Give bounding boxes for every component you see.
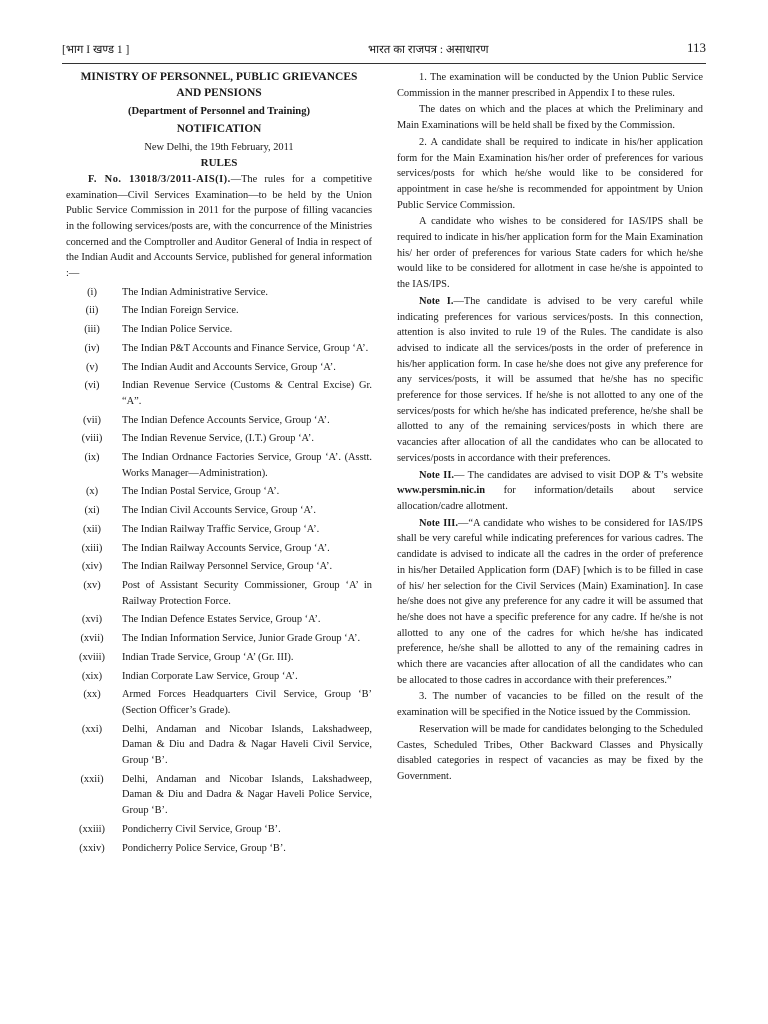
department-name: (Department of Personnel and Training) [127, 106, 311, 117]
service-name: The Indian Foreign Service. [122, 305, 239, 317]
rule-2-paragraph: 2. A candidate shall be required to indicate in his/her application form for the Main Examination his/her order of preferences for various services/posts for which he/she would like to be considered for appointment in case he/she is recommended for appointment by Union Public Service Commission. [397, 136, 703, 211]
service-item [66, 341, 372, 357]
service-item [66, 612, 372, 628]
service-number: (i) [87, 286, 97, 298]
service-number: (xxii) [80, 773, 104, 785]
ministry-title-line2: AND PENSIONS [176, 86, 262, 99]
service-item [66, 559, 372, 575]
note-3-text: —“A candidate who wishes to be considered for IAS/IPS shall be very careful while indicating preferences for various cadres. The candidate is advised to indicate all the cadres in the order of preference in his/her Detailed Application form (DAF) [which is to be filled in case of his/ her selection for the Civil Services (Main) Examination]. In case he/she does not give any preference for any cadre it will be assumed that he/she does not have a specific preference for any cadre. If he/she is not allotted to any one of the cadres for which he/she has indicated preference, he/she shall be allotted to any of the remaining cadres in which there are vacancies after allocation of all the candidates who can be allocated to those cadres in accordance with their preferences.” [397, 517, 703, 686]
note-2 [397, 468, 703, 515]
service-name: Armed Forces Headquarters Civil Service, Group ‘B’ (Section Officer’s Grade). [122, 689, 372, 716]
notification-heading: NOTIFICATION [176, 122, 262, 135]
service-number: (xxiv) [79, 842, 105, 854]
ministry-title-line1: MINISTRY OF PERSONNEL, PUBLIC GRIEVANCES [80, 71, 358, 83]
service-name: The Indian Defence Accounts Service, Group ‘A’. [122, 414, 330, 426]
rule-3-paragraph: 3. The number of vacancies to be filled on the result of the examination will be specified in the Notice issued by the Commission. [397, 691, 703, 719]
service-number: (xxi) [81, 723, 103, 735]
website-link[interactable]: www.persmin.nic.in [397, 485, 486, 497]
service-number: (xvi) [81, 614, 103, 626]
service-name: Delhi, Andaman and Nicobar Islands, Lakshadweep, Daman & Diu and Dadra & Nagar Haveli Police Service, Group ‘B’. [122, 773, 372, 817]
service-number: (x) [85, 486, 99, 498]
header-part-section: [भाग I खण्ड 1 ] [62, 44, 130, 56]
service-name: The Indian P&T Accounts and Finance Service, Group ‘A’. [122, 342, 369, 354]
service-item [66, 578, 372, 609]
note-1 [397, 294, 703, 467]
service-number: (v) [85, 361, 99, 373]
service-number: (viii) [81, 433, 103, 445]
service-item [66, 772, 372, 819]
service-name: Delhi, Andaman and Nicobar Islands, Lakshadweep, Daman & Diu and Dadra & Nagar Haveli Civil Service, Group ‘B’. [122, 723, 372, 767]
note-1-label: Note I. [419, 295, 454, 307]
service-number: (xviii) [79, 651, 105, 663]
page-number: 113 [686, 40, 706, 55]
service-number: (ii) [85, 305, 99, 317]
service-number: (ix) [84, 452, 100, 464]
rule-1-paragraph: 1. The examination will be conducted by the Union Public Service Commission in the manner prescribed in Appendix I to these rules. [397, 72, 703, 99]
service-number: (vi) [84, 380, 100, 392]
service-item [66, 450, 372, 481]
service-item [66, 431, 372, 447]
note-2-label: Note II. [419, 469, 454, 481]
service-item [66, 484, 372, 500]
note-3 [397, 516, 703, 689]
service-number: (xii) [83, 523, 101, 535]
rules-heading: RULES [200, 157, 238, 170]
service-name: The Indian Railway Accounts Service, Group ‘A’. [122, 542, 330, 554]
service-number: (xvii) [80, 633, 104, 645]
service-name: The Indian Police Service. [122, 324, 233, 336]
note-2-text-pre: — The candidates are advised to visit DOP & T’s website [453, 469, 703, 481]
page-header [62, 40, 706, 60]
intro-paragraph [66, 172, 372, 282]
service-name: The Indian Railway Traffic Service, Group ‘A’. [122, 523, 320, 535]
service-name: The Indian Information Service, Junior Grade Group ‘A’. [122, 633, 361, 645]
service-number: (xiv) [81, 561, 103, 573]
service-name: Pondicherry Police Service, Group ‘B’. [122, 842, 286, 854]
service-name: The Indian Administrative Service. [122, 286, 269, 298]
right-column [397, 70, 703, 786]
service-item [66, 522, 372, 538]
service-number: (xix) [81, 670, 103, 682]
notification-date: New Delhi, the 19th February, 2011 [144, 142, 294, 154]
service-item [66, 503, 372, 519]
service-name: The Indian Railway Personnel Service, Group ‘A’. [122, 561, 333, 573]
service-name: The Indian Audit and Accounts Service, Group ‘A’. [122, 361, 336, 373]
service-name: Post of Assistant Security Commissioner, Group ‘A’ in Railway Protection Force. [122, 579, 372, 607]
header-gazette-title: भारत का राजपत्र : असाधारण [368, 44, 489, 56]
service-number: (vii) [83, 414, 101, 426]
service-name: The Indian Revenue Service, (I.T.) Group ‘A’. [122, 433, 314, 445]
service-number: (iv) [84, 342, 100, 354]
service-name: The Indian Postal Service, Group ‘A’. [122, 486, 280, 498]
service-number: (xiii) [81, 542, 103, 554]
service-name: The Indian Ordnance Factories Service, Group ‘A’. (Asstt. Works Manager—Administration). [122, 452, 372, 479]
service-name: The Indian Civil Accounts Service, Group ‘A’. [122, 505, 316, 517]
service-number: (xi) [84, 505, 100, 517]
service-item [66, 378, 372, 409]
service-item [66, 322, 372, 338]
service-name: Pondicherry Civil Service, Group ‘B’. [122, 823, 281, 835]
service-number: (xxiii) [79, 823, 105, 835]
note-3-label: Note III. [419, 517, 458, 529]
service-item [66, 650, 372, 666]
service-number: (iii) [84, 324, 100, 336]
service-number: (xv) [83, 579, 101, 591]
service-item [66, 822, 372, 838]
service-item [66, 541, 372, 557]
service-name: The Indian Defence Estates Service, Group ‘A’. [122, 614, 321, 626]
reservation-paragraph: Reservation will be made for candidates belonging to the Scheduled Castes, Scheduled Tribes, Other Backward Classes and Physically disabled categories in respect of vacancies as may be fixed by the Government. [397, 723, 703, 782]
dates-paragraph: The dates on which and the places at which the Preliminary and Main Examinations will be held shall be fixed by the Commission. [397, 104, 703, 132]
header-rule [62, 63, 706, 64]
service-item [66, 722, 372, 769]
service-item [66, 285, 372, 301]
services-list [66, 285, 372, 857]
service-item [66, 631, 372, 647]
service-name: Indian Trade Service, Group ‘A’ (Gr. III). [122, 651, 294, 663]
service-name: Indian Corporate Law Service, Group ‘A’. [122, 670, 298, 682]
service-item [66, 841, 372, 857]
service-item [66, 687, 372, 718]
service-item [66, 669, 372, 685]
service-item [66, 360, 372, 376]
service-name: Indian Revenue Service (Customs & Central Excise) Gr. “A”. [122, 380, 372, 407]
note-2-text-post: for information/details about service allocation/cadre allotment. [397, 485, 703, 512]
service-item [66, 303, 372, 319]
intro-text: —The rules for a competitive examination—Civil Services Examination—to be held by the Union Public Service Commission in 2011 for the purpose of filling vacancies in the following services/posts are, with the concurrence of the Ministries concerned and the Comptroller and Auditor General of India in respect of the Indian Audit and Accounts Service, published for general information :— [66, 173, 372, 280]
left-column [66, 70, 372, 859]
ias-ips-paragraph: A candidate who wishes to be considered for IAS/IPS shall be required to indicate in his/her application form for the Main Examination his/ her order of preferences for various State caders for which he/she would like to be considered for allotment in case he/she is appointed to the IAS/IPS. [397, 216, 703, 291]
service-item [66, 413, 372, 429]
file-number: F. No. 13018/3/2011-AIS(I). [88, 173, 231, 185]
service-number: (xx) [83, 689, 101, 701]
note-1-text: —The candidate is advised to be very careful while indicating preferences for various services/posts. In this connection, attention is also invited to rule 19 of the Rules. The candidate is also advised to indicate all the services/posts in the order of preference in his/her application form. In case he/she does not give any preference for any services/posts, it will be assumed that he/she has no specific preference for those services. If he/she is not allotted to any one of the services/posts for which he/she has indicated preference, he/she shall be allotted to any of the remaining services/posts in which there are vacancies after allocation of all the candidates who can be allocated to services/posts in accordance with their preferences. [397, 295, 703, 464]
